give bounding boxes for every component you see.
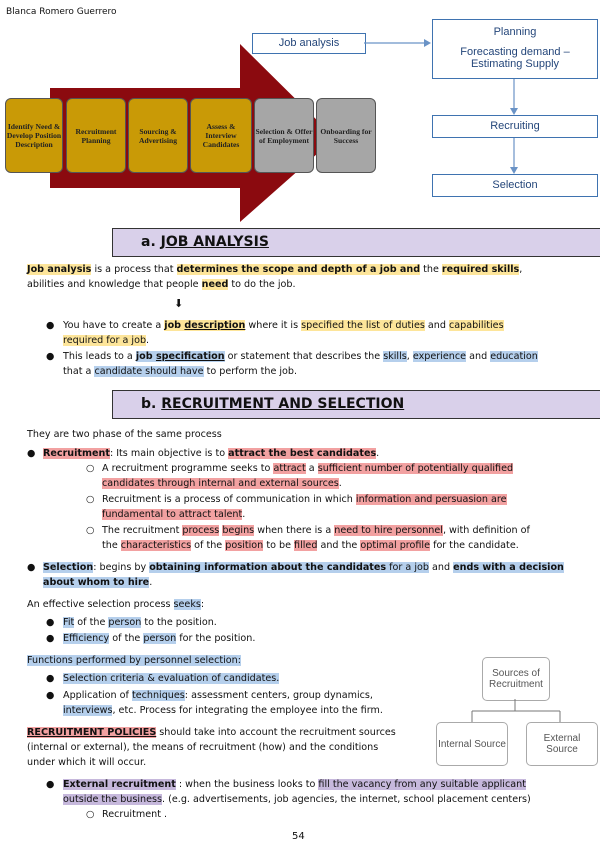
job-bullet-1 <box>63 319 504 332</box>
text: Fit <box>63 617 75 628</box>
section-a-title: JOB ANALYSIS <box>160 234 269 250</box>
recruitment-bullet <box>43 447 379 460</box>
text: and the <box>317 540 361 551</box>
text: sufficient number of potentially qualified <box>317 463 514 474</box>
flow-planning-box <box>432 19 598 79</box>
text: : when the business looks to <box>175 779 319 790</box>
function-2 <box>63 689 373 702</box>
effective-selection-line <box>27 598 204 611</box>
text: process <box>182 525 220 536</box>
job-specification-term: specification <box>155 351 225 362</box>
text: should take into account the recruitment sources <box>156 727 396 738</box>
text: about whom to hire <box>43 577 150 588</box>
text: of the <box>191 540 226 551</box>
text: . <box>242 509 246 520</box>
author-name: Blanca Romero Guerrero <box>6 7 117 17</box>
text: of the <box>74 617 109 628</box>
text: outside the business <box>63 794 163 805</box>
page-number: 54 <box>292 831 305 842</box>
section-b-letter: b. <box>141 396 157 412</box>
text: begins <box>222 525 255 536</box>
planning-sub2: Estimating Supply <box>470 58 560 70</box>
text: Functions performed by personnel selection: <box>27 655 241 666</box>
text: . (e.g. advertisements, job agencies, the internet, school placement centers) <box>162 794 531 805</box>
text: and <box>424 320 450 331</box>
flow-recruiting-box: Recruiting <box>432 115 598 138</box>
selection-term: Selection <box>43 562 94 573</box>
text: when there is a <box>254 525 335 536</box>
text: candidate should have <box>94 366 204 377</box>
recruitment-term: Recruitment <box>43 448 110 459</box>
flow-job-analysis-box: Job analysis <box>252 33 366 54</box>
text: or statement that describes the <box>224 351 384 362</box>
fit-bullet <box>63 616 217 629</box>
highlight-need: need <box>201 279 229 290</box>
text: education <box>490 351 538 362</box>
job-bullet-1-cont <box>63 334 149 347</box>
section-b-title: RECRUITMENT AND SELECTION <box>161 396 405 412</box>
text: The recruitment <box>102 525 183 536</box>
job-description-term: description <box>184 320 246 331</box>
text: Efficiency <box>63 633 110 644</box>
text: . <box>149 577 153 588</box>
process-step-selection-offer: Selection & Offer of Employment <box>254 98 314 173</box>
circle-bullet: ○ <box>86 463 95 474</box>
text: ends with a decision <box>453 562 564 573</box>
bullet-dot: ● <box>46 673 55 684</box>
bullet-dot: ● <box>46 633 55 644</box>
text: where it is <box>245 320 302 331</box>
bullet-dot: ● <box>27 562 36 573</box>
text: to be <box>263 540 295 551</box>
text: to do the job. <box>228 279 296 290</box>
text: : begins by <box>93 562 150 573</box>
text: position <box>225 540 264 551</box>
external-bullet <box>63 778 526 791</box>
rec-sub-2 <box>102 493 507 506</box>
flow-arrow-to-recruiting <box>508 79 520 115</box>
circle-bullet: ○ <box>86 494 95 505</box>
text: experience <box>412 351 467 362</box>
circle-bullet: ○ <box>86 525 95 536</box>
text: : Its main objective is to <box>109 448 229 459</box>
planning-title: Planning <box>493 26 537 38</box>
function-1 <box>63 672 279 685</box>
text: : <box>200 599 205 610</box>
text: , <box>519 264 523 275</box>
text: characteristics <box>120 540 192 551</box>
text: techniques <box>131 690 185 701</box>
flow-arrow-to-selection <box>508 138 520 174</box>
bullet-dot: ● <box>46 351 55 362</box>
text: job <box>164 320 185 331</box>
text: filled <box>294 540 318 551</box>
down-arrow-icon: ⬇ <box>174 297 184 310</box>
flow-selection-box: Selection <box>432 174 598 197</box>
process-step-identify-need: Identify Need & Develop Position Description <box>5 98 63 173</box>
highlight-scope: determines the scope and depth of a job <box>176 264 397 275</box>
text: to perform the job. <box>203 366 298 377</box>
text: . <box>376 448 380 459</box>
process-step-recruitment-planning: Recruitment Planning <box>66 98 126 173</box>
text: , etc. Process for integrating the employee into the firm. <box>112 705 383 716</box>
functions-heading <box>27 654 241 667</box>
text: An effective selection process <box>27 599 174 610</box>
text: capabilities <box>449 320 504 331</box>
rec-sub-1 <box>102 462 513 475</box>
text: person <box>143 633 177 644</box>
text: job <box>135 351 156 362</box>
job-bullet-2 <box>63 350 538 363</box>
text: for the candidate. <box>430 540 519 551</box>
text: interviews <box>63 705 113 716</box>
section-b-header <box>112 390 600 419</box>
section-a-letter: a. <box>141 234 156 250</box>
process-step-onboarding: Onboarding for Success <box>316 98 376 173</box>
text: the <box>102 540 121 551</box>
text: that a <box>63 366 95 377</box>
text: candidates through internal and external sources <box>102 478 339 489</box>
sources-internal-box: Internal Source <box>436 722 508 766</box>
text: abilities and knowledge that people <box>27 279 202 290</box>
rec-sub-1-cont <box>102 477 342 490</box>
process-step-assess: Assess & Interview Candidates <box>190 98 252 173</box>
text: You have to create a <box>63 320 165 331</box>
text: Application of <box>63 690 132 701</box>
external-recruitment-term: External recruitment <box>63 779 176 790</box>
external-bullet-cont <box>63 793 531 806</box>
policies-term: RECRUITMENT POLICIES <box>27 727 157 738</box>
policies-line-2: (internal or external), the means of recruitment (how) and the conditions <box>27 742 379 753</box>
text: A recruitment programme seeks to <box>102 463 274 474</box>
sources-root-box: Sources of Recruitment <box>482 657 550 701</box>
bullet-dot: ● <box>46 320 55 331</box>
selection-bullet-cont <box>43 576 152 589</box>
bullet-dot: ● <box>46 617 55 628</box>
flow-arrow-to-planning <box>364 36 434 50</box>
section-a-header <box>112 228 600 257</box>
efficiency-bullet <box>63 632 255 645</box>
rs-intro: They are two phase of the same process <box>27 429 222 440</box>
text: for the position. <box>176 633 256 644</box>
text: for a job <box>386 562 429 573</box>
bullet-dot: ● <box>46 779 55 790</box>
selection-bullet <box>43 561 564 574</box>
text: skills <box>383 351 407 362</box>
text: seeks <box>173 599 201 610</box>
text: the <box>420 264 442 275</box>
text: required for a job <box>63 335 147 346</box>
text: , <box>406 351 413 362</box>
job-bullet-2-cont <box>63 365 297 378</box>
text: person <box>108 617 142 628</box>
text: optimal profile <box>360 540 431 551</box>
rec-sub-2-cont <box>102 508 245 521</box>
text: : assessment centers, group dynamics, <box>184 690 373 701</box>
highlight-skills: required skills <box>441 264 520 275</box>
text: attract <box>273 463 306 474</box>
policies-line-1 <box>27 726 396 739</box>
text: and <box>396 264 421 275</box>
policies-line-3: under which it will occur. <box>27 757 147 768</box>
text: Recruitment is a process of communication in which <box>102 494 356 505</box>
rec-sub-3 <box>102 524 530 537</box>
text: attract the best candidates <box>228 448 377 459</box>
sources-external-box: External Source <box>526 722 598 766</box>
planning-sub1: Forecasting demand – <box>460 46 570 58</box>
text: to the position. <box>141 617 217 628</box>
bullet-dot: ● <box>27 448 36 459</box>
text: of the <box>109 633 144 644</box>
text: specified the list of duties <box>301 320 425 331</box>
external-sub: Recruitment . <box>102 809 168 820</box>
text: and <box>466 351 491 362</box>
circle-bullet: ○ <box>86 809 95 820</box>
text: need to hire personnel <box>334 525 443 536</box>
text: This leads to a <box>63 351 136 362</box>
function-2-cont <box>63 704 383 717</box>
text: fill the vacancy from any suitable applicant <box>318 779 526 790</box>
text: a <box>305 463 318 474</box>
text: fundamental to attract talent <box>102 509 243 520</box>
job-analysis-term: Job analysis <box>27 264 92 275</box>
bullet-dot: ● <box>46 690 55 701</box>
process-step-sourcing: Sourcing & Advertising <box>128 98 188 173</box>
text: , with definition of <box>442 525 530 536</box>
text: and <box>428 562 454 573</box>
text: obtaining information about the candidates <box>149 562 387 573</box>
text: information and persuasion are <box>355 494 507 505</box>
text: is a process that <box>91 264 177 275</box>
text: . <box>146 335 150 346</box>
text: . <box>338 478 342 489</box>
rec-sub-3-cont <box>102 539 519 552</box>
text: Selection criteria & evaluation of candidates. <box>63 673 280 684</box>
